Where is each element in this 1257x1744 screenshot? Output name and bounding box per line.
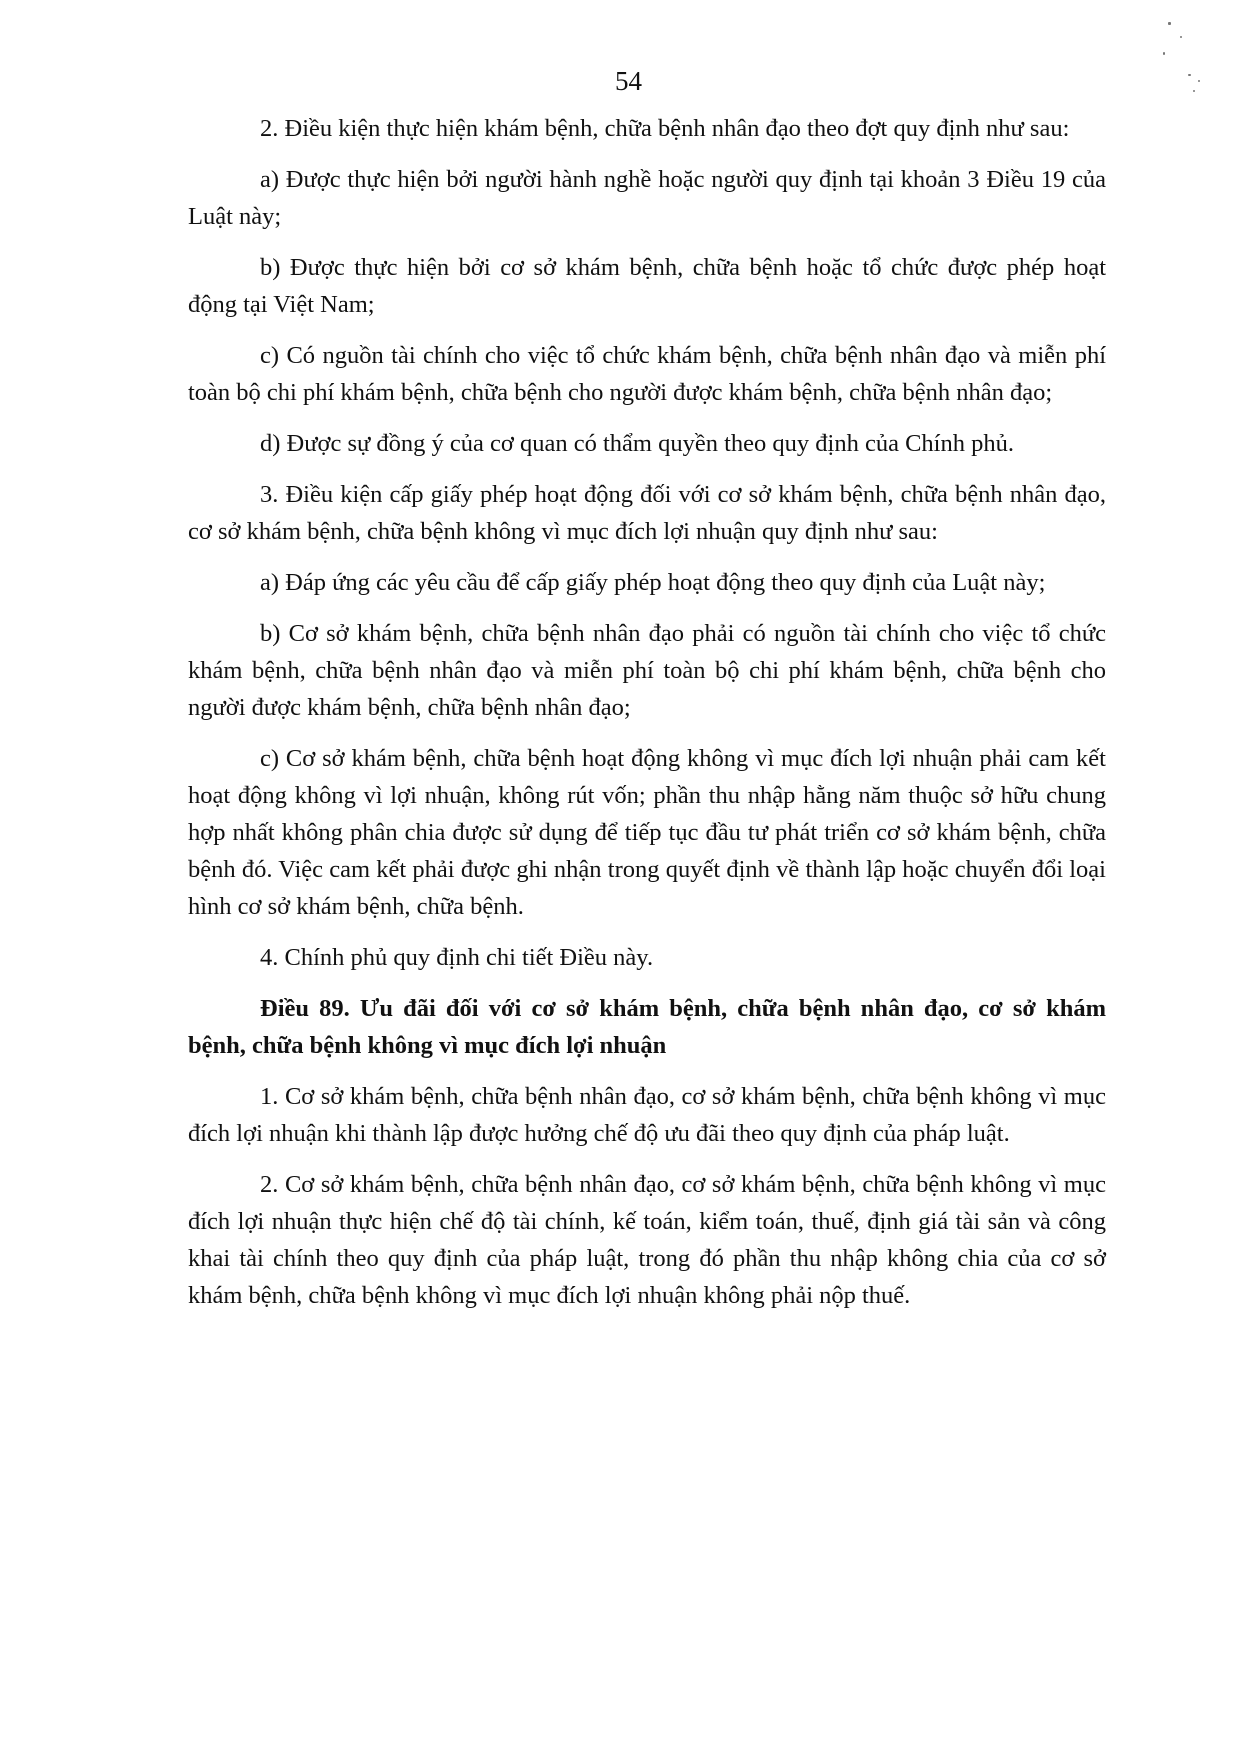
article-heading: Điều 89. Ưu đãi đối với cơ sở khám bệnh, chữa bệnh nhân đạo, cơ sở khám bệnh, chữa bệnh không vì mục đích lợi nhuận (188, 995, 1106, 1059)
paragraph: a) Được thực hiện bởi người hành nghề hoặc người quy định tại khoản 3 Điều 19 của Luật này; (188, 166, 1106, 230)
page-number: 54 (615, 66, 642, 96)
paragraph: 1. Cơ sở khám bệnh, chữa bệnh nhân đạo, cơ sở khám bệnh, chữa bệnh không vì mục đích lợi nhuận khi thành lập được hưởng chế độ ưu đãi theo quy định của pháp luật. (188, 1083, 1106, 1147)
paragraph: a) Đáp ứng các yêu cầu để cấp giấy phép hoạt động theo quy định của Luật này; (260, 569, 1046, 596)
document-body (188, 110, 1106, 1328)
paragraph: 2. Điều kiện thực hiện khám bệnh, chữa bệnh nhân đạo theo đợt quy định như sau: (260, 115, 1070, 142)
paragraph: 4. Chính phủ quy định chi tiết Điều này. (260, 944, 654, 971)
paragraph: 2. Cơ sở khám bệnh, chữa bệnh nhân đạo, cơ sở khám bệnh, chữa bệnh không vì mục đích lợi nhuận thực hiện chế độ tài chính, kế toán, kiểm toán, thuế, định giá tài sản và công khai tài chính theo quy định của pháp luật, trong đó phần thu nhập không chia của cơ sở khám bệnh, chữa bệnh không vì mục đích lợi nhuận không phải nộp thuế. (188, 1171, 1106, 1309)
paragraph: b) Được thực hiện bởi cơ sở khám bệnh, chữa bệnh hoặc tổ chức được phép hoạt động tại Việt Nam; (188, 254, 1106, 318)
paragraph: c) Có nguồn tài chính cho việc tổ chức khám bệnh, chữa bệnh nhân đạo và miễn phí toàn bộ chi phí khám bệnh, chữa bệnh cho người được khám bệnh, chữa bệnh nhân đạo; (188, 342, 1106, 406)
paragraph: d) Được sự đồng ý của cơ quan có thẩm quyền theo quy định của Chính phủ. (260, 430, 1014, 457)
paragraph: b) Cơ sở khám bệnh, chữa bệnh nhân đạo phải có nguồn tài chính cho việc tổ chức khám bệnh, chữa bệnh nhân đạo và miễn phí toàn bộ chi phí khám bệnh, chữa bệnh cho người được khám bệnh, chữa bệnh nhân đạo; (188, 620, 1106, 721)
paragraph: 3. Điều kiện cấp giấy phép hoạt động đối với cơ sở khám bệnh, chữa bệnh nhân đạo, cơ sở khám bệnh, chữa bệnh không vì mục đích lợi nhuận quy định như sau: (188, 481, 1106, 545)
paragraph: c) Cơ sở khám bệnh, chữa bệnh hoạt động không vì mục đích lợi nhuận phải cam kết hoạt động không vì lợi nhuận, không rút vốn; phần thu nhập hằng năm thuộc sở hữu chung hợp nhất không phân chia được sử dụng để tiếp tục đầu tư phát triển cơ sở khám bệnh, chữa bệnh đó. Việc cam kết phải được ghi nhận trong quyết định về thành lập hoặc chuyển đổi loại hình cơ sở khám bệnh, chữa bệnh. (188, 745, 1106, 920)
